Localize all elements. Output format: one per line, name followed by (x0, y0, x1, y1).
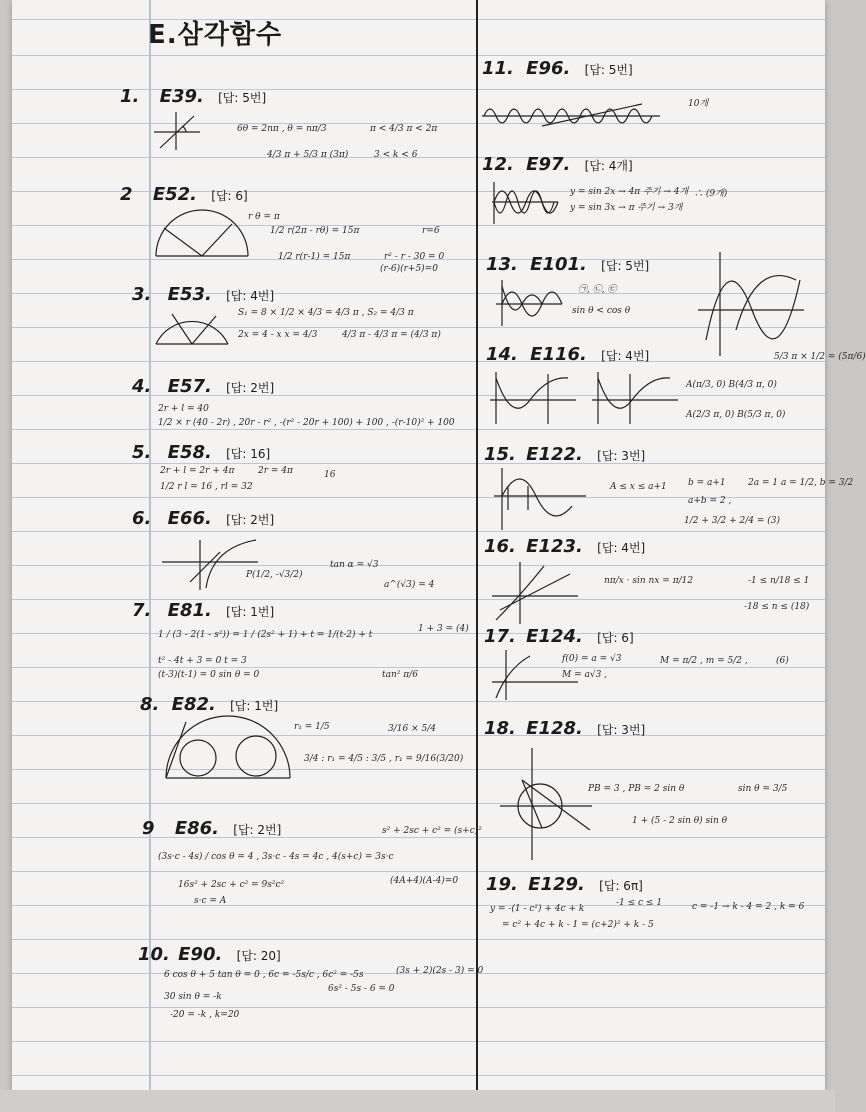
question-code: E128. (526, 718, 583, 739)
unit-circle-sketch (152, 110, 202, 152)
work-line: 1/2 r(r-1) = 15π (278, 252, 351, 262)
work-line: tan² π/6 (382, 670, 418, 680)
question-answer: [답: 6] (597, 631, 634, 645)
question-number: 3. (132, 284, 152, 305)
question-answer: [답: 6] (211, 189, 248, 203)
work-line: r θ = π (248, 212, 280, 222)
work-line: s·c = A (194, 896, 227, 906)
work-line: 16s² + 2sc + c² = 9s²c² (178, 880, 285, 890)
work-line: 2r + l = 2r + 4π (160, 466, 235, 476)
work-line: 5/3 π × 1/2 = (5π/6) (774, 352, 866, 362)
question-number: 7. (132, 600, 152, 621)
work-line: P(1/2, -√3/2) (246, 570, 303, 580)
work-line: 3/4 : r₁ = 4/5 : 3/5 , r₁ = 9/16 (304, 754, 437, 764)
column-divider (476, 0, 478, 1090)
question-answer: [답: 4번] (597, 541, 646, 555)
question-number: 6. (132, 508, 152, 529)
question-number: 8. (140, 694, 160, 715)
question-1-header (120, 86, 266, 107)
question-code: E57. (167, 376, 212, 397)
question-number: 5. (132, 442, 152, 463)
question-number: 15. (484, 444, 516, 465)
question-2-header (120, 184, 248, 205)
question-answer: [답: 2번] (226, 381, 275, 395)
question-3-header (132, 284, 274, 305)
question-answer: [답: 16] (226, 447, 271, 461)
question-11-header (482, 58, 633, 79)
work-line: 1 + (5 - 2 sin θ) sin θ (632, 816, 728, 826)
question-number: 9 (142, 818, 155, 839)
work-line: (r-6)(r+5)=0 (380, 264, 438, 274)
question-number: 13. (486, 254, 518, 275)
sin-cos-sketch (494, 278, 564, 328)
multi-wave-sketch (490, 180, 560, 226)
question-16-header (484, 536, 645, 557)
work-line: y = -(1 - c²) + 4c + k (490, 904, 585, 914)
question-5-header (132, 442, 270, 463)
question-code: E124. (526, 626, 583, 647)
question-number: 4. (132, 376, 152, 397)
work-line: 2r + l = 40 (158, 404, 209, 414)
work-line: 16 (324, 470, 336, 480)
question-code: E123. (526, 536, 583, 557)
work-line: 6s² - 5s - 6 = 0 (328, 984, 395, 994)
work-line: 4/3 π + 5/3 π (3π) (267, 150, 349, 160)
work-line: π < 4/3 π < 2π (370, 124, 438, 134)
work-line: -20 = -k , k=20 (170, 1010, 240, 1020)
work-line: 4/3 π - 4/3 π = (4/3 π) (342, 330, 441, 340)
work-line: 1/2 + 3/2 + 2/4 = (3) (684, 516, 780, 526)
question-answer: [답: 5번] (601, 259, 650, 273)
question-code: E39. (159, 86, 204, 107)
work-line: ∴ (9개) (694, 189, 728, 199)
work-line: A(π/3, 0) B(4/3 π, 0) (686, 380, 777, 390)
work-line: -18 ≤ n ≤ (18) (744, 602, 810, 612)
question-answer: [답: 20] (236, 949, 281, 963)
work-line: A ≤ x ≤ a+1 (610, 482, 667, 492)
tan-curve-sketch (490, 560, 580, 626)
work-line: 10개 (688, 99, 709, 109)
question-code: E97. (526, 154, 571, 175)
work-line: 3/16 × 5/4 (388, 724, 436, 734)
question-answer: [답: 1번] (226, 605, 275, 619)
work-line: s² + 2sc + c² = (s+c)² (382, 826, 482, 836)
work-line: b = a+1 (688, 478, 726, 488)
work-line: y = sin 3x → π 주기 → 3개 (570, 203, 683, 213)
work-line: 30 sin θ = -k (164, 992, 222, 1002)
work-line: = c² + 4c + k - 1 = (c+2)² + k - 5 (502, 920, 654, 930)
work-line: S₁ = 8 × 1/2 × 4/3 = 4/3 π , S₂ = 4/3 π (238, 308, 414, 318)
semicircle-sketch (152, 204, 252, 260)
work-line: a^(√3) = 4 (384, 580, 435, 590)
question-17-header (484, 626, 634, 647)
work-line: 6θ = 2nπ , θ = nπ/3 (237, 124, 327, 134)
circle-geometry-sketch (498, 744, 594, 862)
work-line: M = a√3 , (562, 670, 608, 680)
work-line: 1 + 3 = (4) (418, 624, 469, 634)
question-answer: [답: 4번] (601, 349, 650, 363)
question-8-header (140, 694, 278, 715)
question-number: 17. (484, 626, 516, 647)
question-code: E86. (174, 818, 219, 839)
question-number: 19. (486, 874, 518, 895)
question-6-header (132, 508, 274, 529)
question-code: E90. (178, 944, 223, 965)
question-answer: [답: 2번] (226, 513, 275, 527)
sector-sketch (152, 304, 232, 348)
question-13-header (486, 254, 649, 275)
question-answer: [답: 4번] (226, 289, 275, 303)
desk-surface (0, 1090, 835, 1112)
notebook-page (12, 0, 866, 1090)
question-answer: [답: 6π] (599, 879, 643, 893)
work-line: t² - 4t + 3 = 0 t = 3 (158, 656, 247, 666)
work-line: (6) (776, 656, 789, 666)
question-7-header (132, 600, 274, 621)
work-line: nπ/x · sin nx = π/12 (604, 576, 694, 586)
work-line: 1/2 r l = 16 , rl = 32 (160, 482, 253, 492)
margin-line (149, 0, 151, 1090)
sine-graph-sketch (696, 250, 806, 358)
question-12-header (482, 154, 633, 175)
work-line: (t-3)(t-1) = 0 sin θ = 0 (158, 670, 260, 680)
question-number: 11. (482, 58, 514, 79)
work-line: 2r = 4π (258, 466, 293, 476)
question-number: 18. (484, 718, 516, 739)
work-line: A(2/3 π, 0) B(5/3 π, 0) (686, 410, 786, 420)
work-line: y = sin 2x → 4π 주기 → 4개 (570, 187, 689, 197)
question-code: E122. (526, 444, 583, 465)
work-line: 2x = 4 - x x = 4/3 (238, 330, 318, 340)
work-line: sin θ < cos θ (572, 306, 631, 316)
cos-graph-sketch-a (488, 370, 578, 426)
question-number: 16. (484, 536, 516, 557)
page-title: E.삼각함수 (148, 20, 283, 50)
work-line: (3s + 2)(2s - 3) = 0 (396, 966, 484, 976)
question-code: E116. (530, 344, 587, 365)
work-line: r₁ = 1/5 (294, 722, 330, 732)
work-line: 1/2 r(2π - rθ) = 15π (270, 226, 360, 236)
work-line: ㉠, ㉡, ㉢ (578, 285, 617, 295)
work-line: c = -1 → k - 4 = 2 , k = 6 (692, 902, 805, 912)
question-answer: [답: 4개] (584, 159, 633, 173)
question-code: E82. (171, 694, 216, 715)
graph-sketch (160, 538, 260, 592)
question-4-header (132, 376, 274, 397)
question-answer: [답: 3번] (597, 449, 646, 463)
question-number: 10. (138, 944, 170, 965)
question-number: 14. (486, 344, 518, 365)
question-number: 2 (120, 184, 133, 205)
question-code: E66. (167, 508, 212, 529)
question-code: E129. (528, 874, 585, 895)
semicircle-incircle-sketch (162, 716, 294, 782)
work-line: f(0) = a = √3 (562, 654, 622, 664)
wave-interval-sketch (492, 466, 588, 532)
work-line: sin θ = 3/5 (738, 784, 788, 794)
question-answer: [답: 1번] (230, 699, 279, 713)
work-line: PB = 3 , PB = 2 sin θ (588, 784, 685, 794)
question-9-header (142, 818, 281, 839)
question-answer: [답: 5번] (584, 63, 633, 77)
question-14-header (486, 344, 649, 365)
work-line: M = π/2 , m = 5/2 , (660, 656, 748, 666)
question-number: 12. (482, 154, 514, 175)
work-line: (3s·c - 4s) / cos θ = 4 , 3s·c - 4s = 4c , 4(s+c) = 3s·c (158, 852, 394, 862)
work-line: -1 ≤ n/18 ≤ 1 (748, 576, 810, 586)
work-line: 2a = 1 a = 1/2, b = 3/2 (748, 478, 854, 488)
question-number: 1. (120, 86, 140, 107)
question-code: E81. (167, 600, 212, 621)
work-line: tan α = √3 (330, 560, 379, 570)
work-line: r=6 (422, 226, 440, 236)
question-answer: [답: 3번] (597, 723, 646, 737)
question-answer: [답: 2번] (233, 823, 282, 837)
question-15-header (484, 444, 645, 465)
work-line: (4A+4)(A-4)=0 (390, 876, 459, 886)
work-line: a+b = 2 , (688, 496, 732, 506)
work-line: 1/2 × r (40 - 2r) , 20r - r² , -(r² - 20r + 100) + 100 , -(r-10)² + 100 (158, 418, 455, 428)
question-code: E53. (167, 284, 212, 305)
work-line: r² - r - 30 = 0 (384, 252, 445, 262)
question-10-header (138, 944, 281, 965)
question-18-header (484, 718, 645, 739)
question-code: E52. (152, 184, 197, 205)
question-code: E58. (167, 442, 212, 463)
work-line: 3 < k < 6 (374, 150, 418, 160)
work-line: 6 cos θ + 5 tan θ = 0 , 6c = -5s/c , 6c² = -5s (164, 970, 364, 980)
sine-wave-sketch (482, 92, 662, 138)
question-code: E101. (530, 254, 587, 275)
question-code: E96. (526, 58, 571, 79)
cos-graph-sketch-b (590, 370, 680, 426)
work-line: 1 / (3 - 2(1 - s²)) = 1 / (2s² + 1) + t = 1/(t-2) + t (158, 630, 373, 640)
question-answer: [답: 5번] (218, 91, 267, 105)
work-line: (3/20) (436, 754, 464, 764)
work-line: -1 ≤ c ≤ 1 (616, 898, 663, 908)
question-19-header (486, 874, 643, 895)
